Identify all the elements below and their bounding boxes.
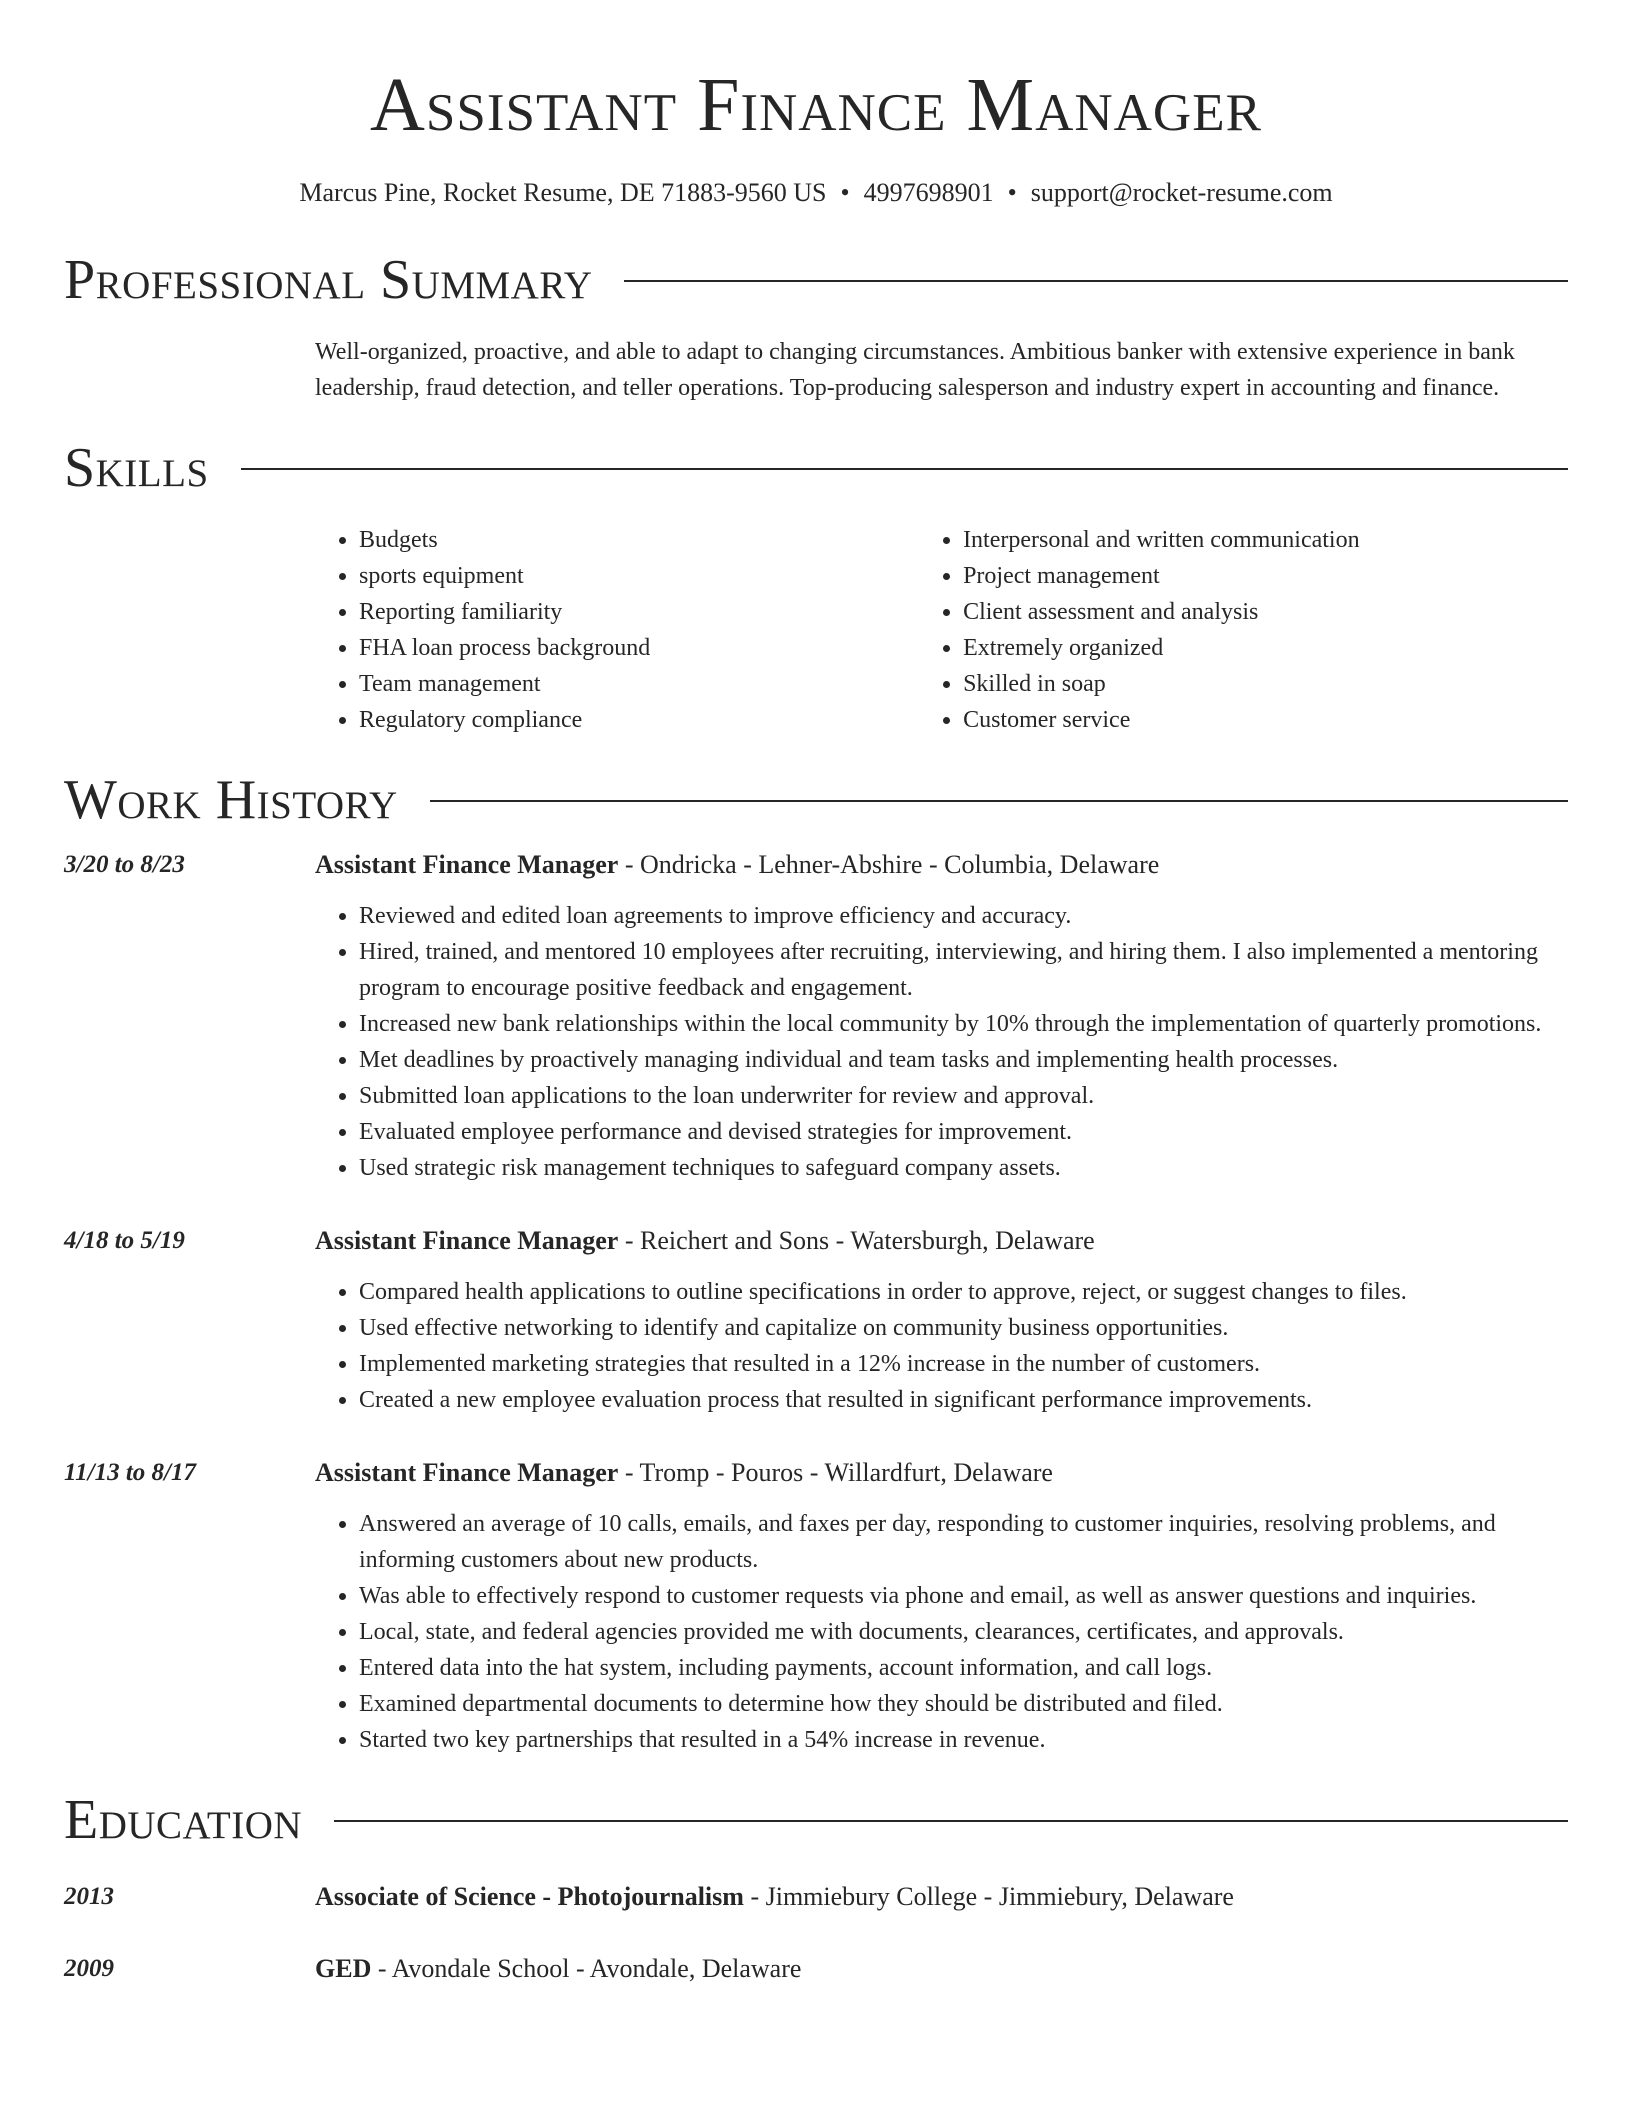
work-title: Work History (64, 769, 398, 831)
skill-item: • Extremely organized (963, 630, 1568, 666)
education-title-line (315, 1950, 1568, 1988)
work-bullet: • Used effective networking to identify and capitalize on community business opportunities. (359, 1310, 1568, 1346)
work-bullets (315, 898, 1568, 1186)
work-details (315, 846, 1568, 1186)
work-entry (64, 1222, 1568, 1418)
section-divider (430, 800, 1568, 802)
work-bullet: • Hired, trained, and mentored 10 employees after recruiting, interviewing, and hiring them. I also implemented a mentoring program to encourage positive feedback and engagement. (359, 934, 1568, 1006)
work-bullet: • Was able to effectively respond to customer requests via phone and email, as well as answer questions and inquiries. (359, 1578, 1568, 1614)
skill-item: • Customer service (963, 702, 1568, 738)
work-bullet: • Increased new bank relationships within the local community by 10% through the implementation of quarterly promotions. (359, 1006, 1568, 1042)
skill-item: • Reporting familiarity (359, 594, 919, 630)
work-bullet: • Created a new employee evaluation process that resulted in significant performance improvements. (359, 1382, 1568, 1418)
work-bullet: • Implemented marketing strategies that resulted in a 12% increase in the number of customers. (359, 1346, 1568, 1382)
section-divider (624, 280, 1568, 282)
contact-email: support@rocket-resume.com (1030, 178, 1333, 207)
degree: GED (315, 1954, 372, 1983)
skills-column-right (919, 522, 1568, 738)
education-section-heading (64, 1788, 1568, 1852)
resume-header (64, 0, 1568, 210)
work-bullet: • Started two key partnerships that resulted in a 54% increase in revenue. (359, 1722, 1568, 1758)
work-entry (64, 1454, 1568, 1758)
education-details (315, 1950, 1568, 1988)
job-role: Assistant Finance Manager (315, 1226, 619, 1255)
work-bullet: • Compared health applications to outline specifications in order to approve, reject, or suggest changes to files. (359, 1274, 1568, 1310)
work-details (315, 1222, 1568, 1418)
job-company: - Ondricka - Lehner-Abshire - Columbia, Delaware (618, 850, 1160, 879)
school: - Jimmiebury College - Jimmiebury, Delaware (743, 1882, 1234, 1911)
work-bullet: • Entered data into the hat system, including payments, account information, and call logs. (359, 1650, 1568, 1686)
contact-line (64, 176, 1568, 210)
education-details (315, 1878, 1568, 1916)
section-divider (334, 1820, 1568, 1822)
skills-section-heading (64, 436, 1568, 500)
education-year: 2013 (64, 1883, 114, 1910)
job-role: Assistant Finance Manager (315, 850, 619, 879)
skills-title: Skills (64, 437, 209, 499)
skills-list (315, 522, 1568, 738)
skill-item: • FHA loan process background (359, 630, 919, 666)
education-entry (64, 1878, 1568, 1916)
work-bullet: • Used strategic risk management techniques to safeguard company assets. (359, 1150, 1568, 1186)
contact-separator: • (840, 178, 850, 207)
work-bullet: • Evaluated employee performance and devised strategies for improvement. (359, 1114, 1568, 1150)
work-bullet: • Examined departmental documents to determine how they should be distributed and filed. (359, 1686, 1568, 1722)
work-title-line (315, 1454, 1568, 1492)
education-entry (64, 1950, 1568, 1988)
work-title-line (315, 846, 1568, 884)
degree: Associate of Science - Photojournalism (315, 1882, 744, 1911)
contact-separator: • (1007, 178, 1017, 207)
work-dates: 11/13 to 8/17 (64, 1459, 196, 1486)
resume-name: Assistant Finance Manager (370, 63, 1262, 147)
education-year: 2009 (64, 1955, 114, 1982)
resume-page (64, 0, 1568, 1988)
skill-item: • sports equipment (359, 558, 919, 594)
work-bullets (315, 1506, 1568, 1758)
work-bullet: • Reviewed and edited loan agreements to improve efficiency and accuracy. (359, 898, 1568, 934)
skill-item: • Regulatory compliance (359, 702, 919, 738)
contact-address: Marcus Pine, Rocket Resume, DE 71883-9560 US (299, 178, 827, 207)
work-bullet: • Answered an average of 10 calls, emails, and faxes per day, responding to customer inquiries, resolving problems, and informing customers about new products. (359, 1506, 1568, 1578)
skill-item: • Team management (359, 666, 919, 702)
work-details (315, 1454, 1568, 1758)
summary-text: Well-organized, proactive, and able to adapt to changing circumstances. Ambitious banker with extensive experience in bank leadership, fraud detection, and teller operations. Top-producing salesperson and industry expert in accounting and finance. (315, 339, 1515, 401)
work-entry (64, 846, 1568, 1186)
skill-item: • Skilled in soap (963, 666, 1568, 702)
summary-section-heading (64, 248, 1568, 312)
skill-item: • Client assessment and analysis (963, 594, 1568, 630)
education-title-line (315, 1878, 1568, 1916)
skill-item: • Budgets (359, 522, 919, 558)
skill-item: • Interpersonal and written communication (963, 522, 1568, 558)
job-role: Assistant Finance Manager (315, 1458, 619, 1487)
work-bullet: • Local, state, and federal agencies provided me with documents, clearances, certificates, and approvals. (359, 1614, 1568, 1650)
school: - Avondale School - Avondale, Delaware (371, 1954, 802, 1983)
work-dates: 3/20 to 8/23 (64, 851, 185, 878)
work-title-line (315, 1222, 1568, 1260)
work-section-heading (64, 768, 1568, 832)
contact-phone: 4997698901 (863, 178, 994, 207)
job-company: - Reichert and Sons - Watersburgh, Delaware (618, 1226, 1095, 1255)
job-company: - Tromp - Pouros - Willardfurt, Delaware (618, 1458, 1053, 1487)
skills-column-left (315, 522, 919, 738)
work-dates: 4/18 to 5/19 (64, 1227, 185, 1254)
section-divider (241, 468, 1568, 470)
education-title: Education (64, 1789, 303, 1851)
work-bullet: • Submitted loan applications to the loan underwriter for review and approval. (359, 1078, 1568, 1114)
work-bullets (315, 1274, 1568, 1418)
work-bullet: • Met deadlines by proactively managing individual and team tasks and implementing health processes. (359, 1042, 1568, 1078)
skill-item: • Project management (963, 558, 1568, 594)
summary-title: Professional Summary (64, 249, 593, 311)
